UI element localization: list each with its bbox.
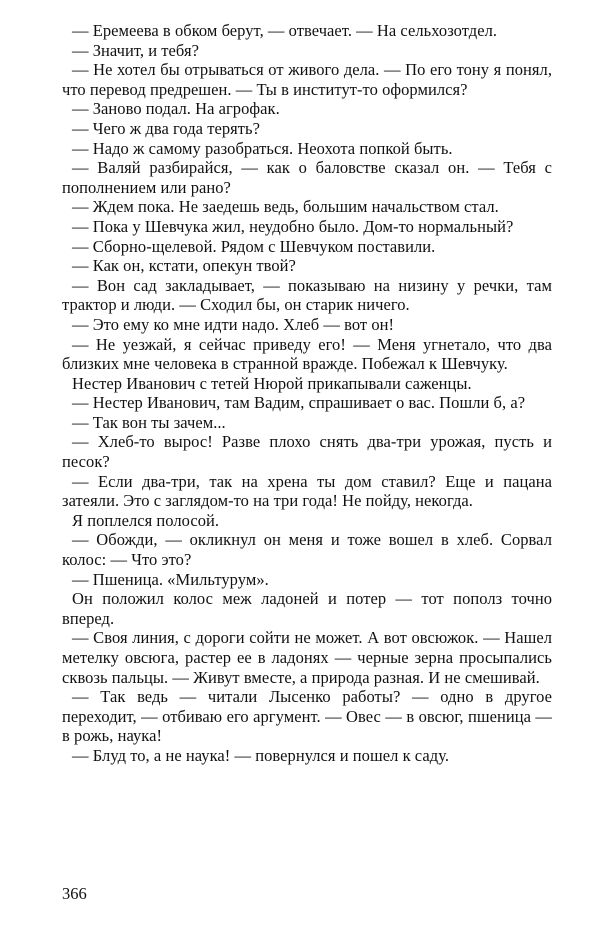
paragraph: — Не хотел бы отрываться от живого дела. — По его тону я понял, что перевод предрешен. — Ты в институт-то оформился?: [62, 60, 552, 99]
paragraph: — Блуд то, а не наука! — повернулся и пошел к саду.: [72, 745, 450, 765]
body-text: [62, 21, 552, 766]
paragraph: — Заново подал. На агрофак.: [72, 99, 280, 119]
paragraph: — Значит, и тебя?: [72, 40, 199, 60]
paragraph: — Вон сад закладывает, — показываю на низину у речки, там трактор и люди. — Сходил бы, он старик ничего.: [62, 275, 552, 315]
paragraph: — Нестер Иванович, там Вадим, спрашивает о вас. Пошли б, а?: [72, 393, 526, 413]
paragraph: — Это ему ко мне идти надо. Хлеб — вот он!: [72, 314, 395, 334]
paragraph: — Сборно-щелевой. Рядом с Шевчуком поставили.: [72, 236, 436, 256]
paragraph: — Ждем пока. Не заедешь ведь, большим начальством стал.: [72, 197, 499, 217]
paragraph: — Пшеница. «Мильтурум».: [72, 569, 269, 589]
paragraph: — Своя линия, с дороги сойти не может. А вот овсюжок. — Нашел метелку овсюга, растер ее в ладонях — черные зерна просыпались сквозь пальцы. — Живут вместе, а природа разная. И не смешивай.: [62, 628, 552, 687]
paragraph: — Так ведь — читали Лысенко работы? — одно в другое переходит, — отбиваю его аргумент. — Овес — в овсюг, пшеница — в рожь, наука!: [62, 687, 552, 746]
paragraph: — Как он, кстати, опекун твой?: [72, 256, 296, 276]
paragraph: Он положил колос меж ладоней и потер — тот пополз точно вперед.: [62, 589, 552, 628]
paragraph: — Надо ж самому разобраться. Неохота попкой быть.: [72, 138, 453, 158]
paragraph: — Чего ж два года терять?: [72, 118, 261, 138]
paragraph: — Не уезжай, я сейчас приведу его! — Меня угнетало, что два близких мне человека в странной вражде. Побежал к Шевчуку.: [62, 334, 552, 374]
paragraph: Я поплелся полосой.: [72, 510, 220, 530]
paragraph: — Валяй разбирайся, — как о баловстве сказал он. — Тебя с пополнением или рано?: [62, 158, 552, 197]
paragraph: — Обожди, — окликнул он меня и тоже вошел в хлеб. Сорвал колос: — Что это?: [62, 530, 552, 570]
paragraph: — Если два-три, так на хрена ты дом ставил? Еще и пацана затеяли. Это с заглядом-то на три года! Не пойду, некогда.: [62, 471, 552, 511]
paragraph: Нестер Иванович с тетей Нюрой прикапывали саженцы.: [72, 373, 472, 393]
paragraph: — Хлеб-то вырос! Разве плохо снять два-три урожая, пусть и песок?: [62, 432, 552, 472]
paragraph: — Так вон ты зачем...: [72, 412, 226, 432]
paragraph: — Еремеева в обком берут, — отвечает. — На сельхозотдел.: [72, 21, 498, 40]
paragraph: — Пока у Шевчука жил, неудобно было. Дом-то нормальный?: [72, 216, 514, 236]
page-number: 366: [62, 884, 87, 903]
